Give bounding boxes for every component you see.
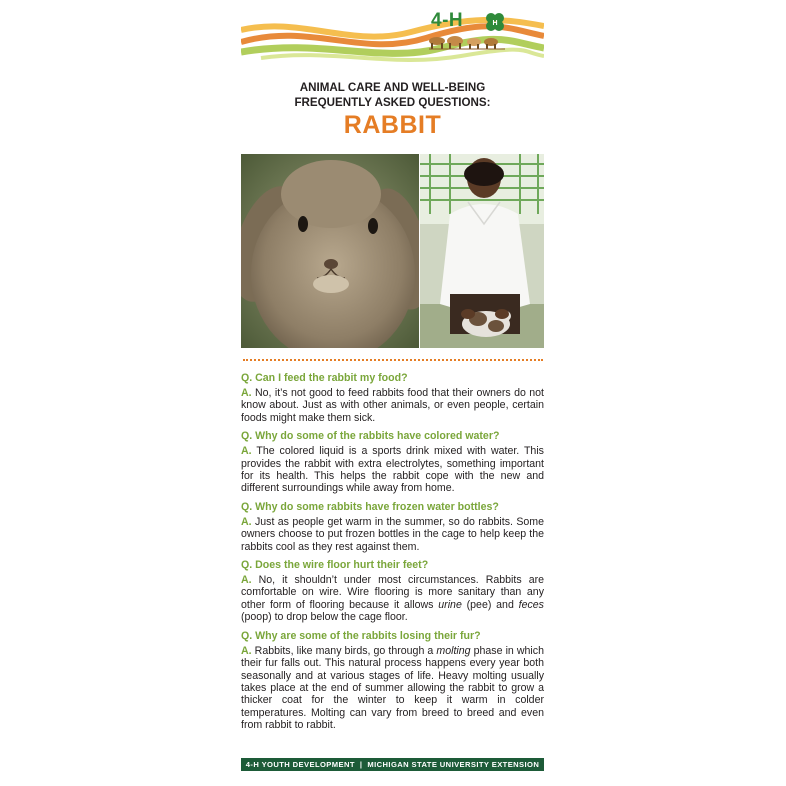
faq-answer-1 bbox=[241, 387, 544, 424]
handler-with-rabbit-photo bbox=[420, 154, 544, 348]
answer-lead: A. bbox=[241, 574, 252, 587]
answer-text-part-2: (pee) and bbox=[466, 598, 514, 611]
faq-question-5: Q. Why are some of the rabbits losing their fur? bbox=[241, 629, 481, 642]
answer-term-molting: molting bbox=[436, 644, 471, 657]
faq-answer-5 bbox=[241, 645, 544, 732]
answer-text-part-2: phase in which their fur falls out. This natural process happens every year both seasonally and at various stages of life. Heavy molting usually takes place at the end of summer allowing the rabbit to grow a thicker coat for the winter to keep it warm in colder temperatures. Molting can vary from breed to breed and even from rabbit to rabbit. bbox=[241, 644, 544, 732]
answer-text: No, it’s not good to feed rabbits food that their owners do not know about. Just as with other animals, or even people, certain foods might make them sick. bbox=[241, 387, 544, 424]
farm-animals-silhouette-icon bbox=[427, 32, 507, 50]
answer-term-urine: urine bbox=[438, 598, 462, 611]
subtitle-line-1: ANIMAL CARE AND WELL-BEING bbox=[299, 81, 486, 94]
faq-section bbox=[241, 372, 544, 738]
answer-text: The colored liquid is a sports drink mixed with water. This provides the rabbit with extra electrolytes, something important for its health. This helps the rabbit cope with the new and different surroundings while away from home. bbox=[241, 445, 544, 495]
faq-answer-3 bbox=[241, 516, 544, 553]
dotted-divider bbox=[243, 359, 543, 361]
four-leaf-clover-icon bbox=[484, 11, 506, 33]
faq-question-4: Q. Does the wire floor hurt their feet? bbox=[241, 559, 429, 572]
page-subtitle bbox=[241, 80, 544, 110]
answer-lead: A. bbox=[241, 387, 252, 399]
svg-text:H: H bbox=[492, 20, 498, 27]
subtitle-line-2: FREQUENTLY ASKED QUESTIONS: bbox=[294, 96, 491, 109]
answer-lead: A. bbox=[241, 644, 252, 657]
answer-text-part-1: No, it shouldn’t under most circumstances. Rabbits are comfortable on wire. Wire flooring is more sanitary than any other form of flooring because it allows bbox=[241, 574, 545, 611]
answer-term-feces: feces bbox=[518, 598, 544, 611]
answer-text-part-3: (poop) to drop below the cage floor. bbox=[241, 611, 408, 624]
answer-lead: A. bbox=[241, 445, 252, 458]
logo-4h-text: 4-H bbox=[431, 10, 464, 31]
rabbit-closeup-photo bbox=[241, 154, 419, 348]
faq-question-2: Q. Why do some of the rabbits have colored water? bbox=[241, 430, 500, 443]
faq-question-3: Q. Why do some rabbits have frozen water bottles? bbox=[241, 500, 499, 513]
footer-bar: 4-H YOUTH DEVELOPMENT | MICHIGAN STATE UNIVERSITY EXTENSION bbox=[241, 758, 544, 771]
answer-text-part-1: Rabbits, like many birds, go through a bbox=[254, 644, 434, 657]
page-title: RABBIT bbox=[343, 111, 442, 139]
faq-question-1: Q. Can I feed the rabbit my food? bbox=[241, 372, 408, 384]
brochure-header bbox=[241, 8, 544, 68]
answer-text: Just as people get warm in the summer, so do rabbits. Some owners choose to put frozen bottles in the cage to help keep the rabbits cool as they rest against them. bbox=[241, 515, 544, 553]
faq-answer-2 bbox=[241, 445, 544, 495]
brochure-panel bbox=[241, 0, 544, 786]
answer-lead: A. bbox=[241, 515, 252, 528]
faq-answer-4 bbox=[241, 574, 544, 624]
